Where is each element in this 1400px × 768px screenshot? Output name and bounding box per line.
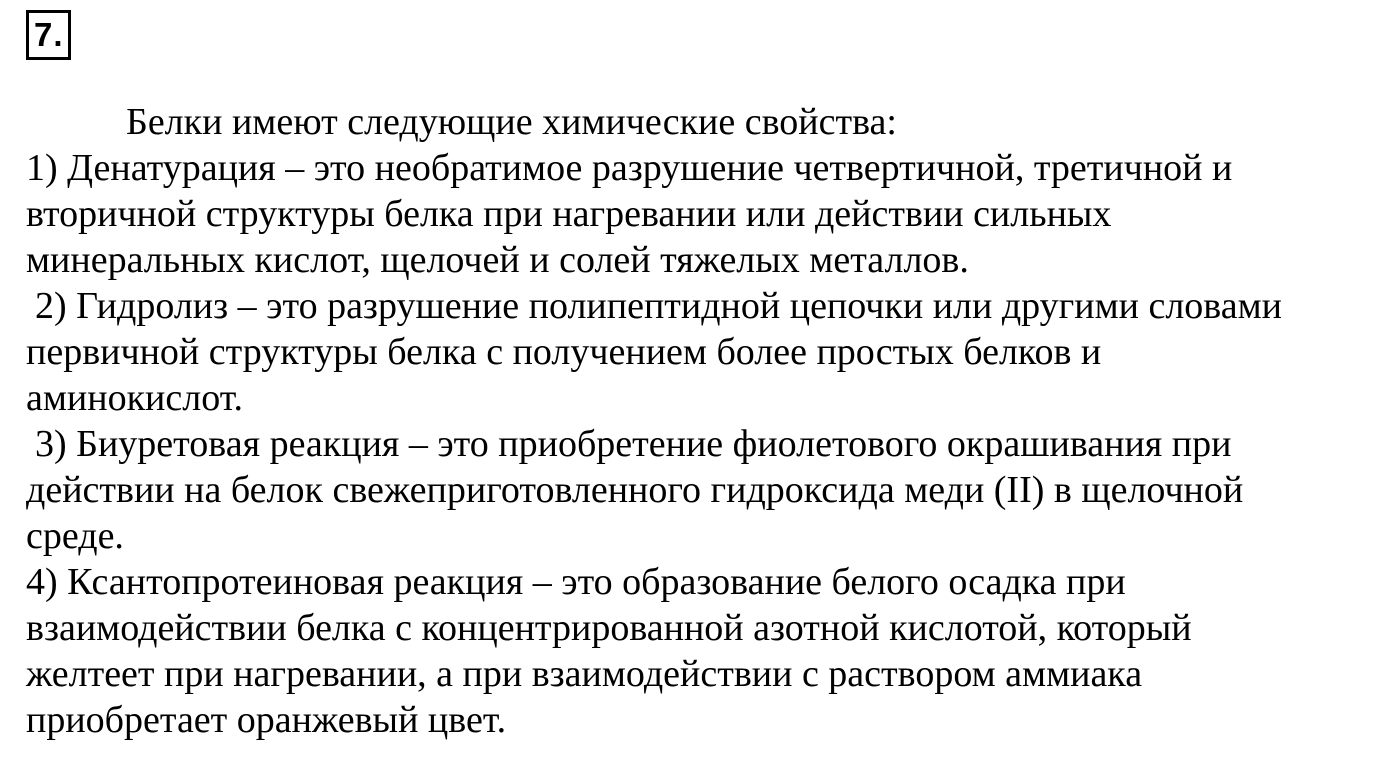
text-line: желтеет при нагревании, а при взаимодействии с раствором аммиака xyxy=(26,653,1143,695)
text-line: взаимодействии белка с концентрированной азотной кислотой, который xyxy=(26,607,1192,649)
text-line: вторичной структуры белка при нагревании или действии сильных xyxy=(26,193,1112,235)
intro-line: Белки имеют следующие химические свойства: xyxy=(126,101,897,143)
text-line: 4) Ксантопротеиновая реакция – это образование белого осадка при xyxy=(26,561,1126,603)
text-line: минеральных кислот, щелочей и солей тяжелых металлов. xyxy=(26,239,969,281)
text-line: 2) Гидролиз – это разрушение полипептидной цепочки или другими словами xyxy=(35,285,1282,327)
text-line: первичной структуры белка с получением более простых белков и xyxy=(26,331,1102,373)
text-line: действии на белок свежеприготовленного гидроксида меди (II) в щелочной xyxy=(26,469,1244,511)
text-line: приобретает оранжевый цвет. xyxy=(26,699,507,741)
text-line: 3) Биуретовая реакция – это приобретение фиолетового окрашивания при xyxy=(35,423,1232,465)
answer-text xyxy=(26,99,1396,743)
task-number: 7. xyxy=(34,16,64,53)
task-number-box xyxy=(26,10,71,60)
text-line: 1) Денатурация – это необратимое разрушение четвертичной, третичной и xyxy=(26,147,1233,189)
text-line: среде. xyxy=(26,515,124,557)
text-line: аминокислот. xyxy=(26,377,243,419)
